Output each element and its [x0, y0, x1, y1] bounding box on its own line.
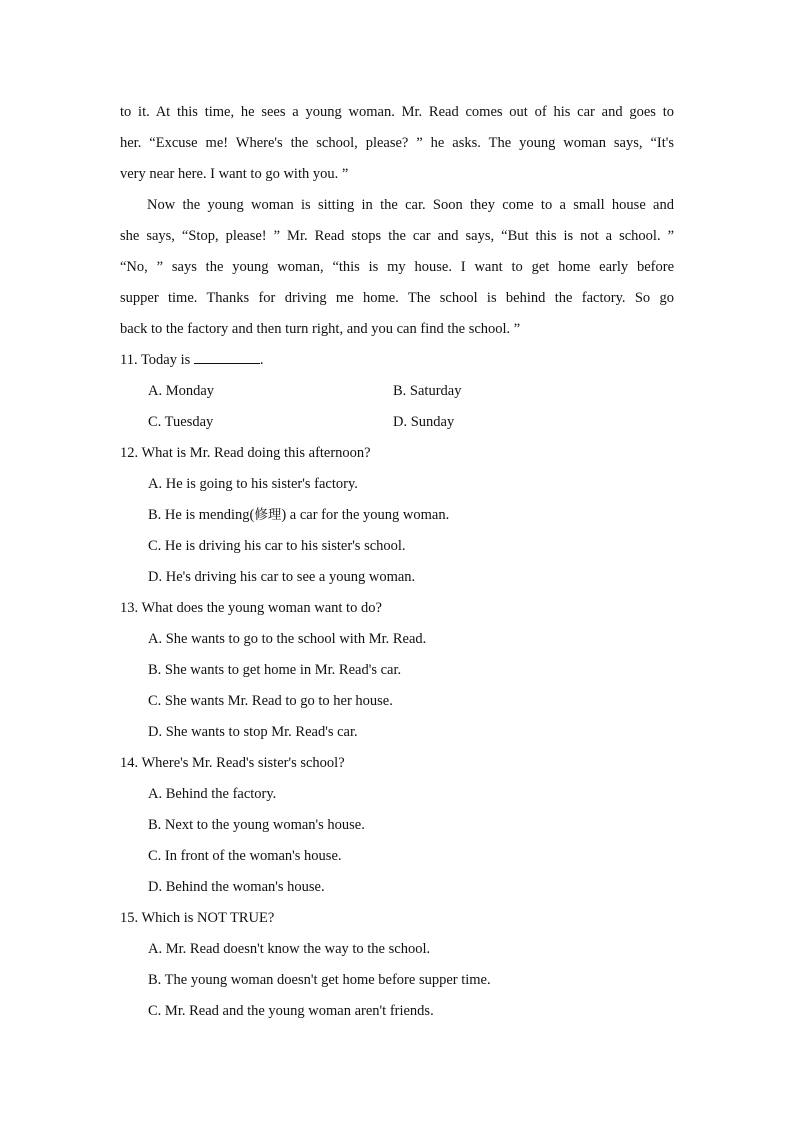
option-b-text-end: ) a car for the young woman. — [281, 507, 450, 523]
passage-line: she says, “Stop, please! ” Mr. Read stops the car and says, “But this is not a school. ” — [120, 228, 674, 244]
option-b: B. Saturday — [393, 383, 462, 399]
document-content — [120, 97, 674, 1027]
option-a: A. Behind the factory. — [148, 786, 277, 802]
option-b — [120, 500, 674, 531]
option-b: B. The young woman doesn't get home before supper time. — [148, 972, 491, 988]
question-stem: 13. What does the young woman want to do? — [120, 600, 382, 616]
option-c: C. In front of the woman's house. — [148, 848, 342, 864]
reading-passage — [120, 97, 674, 345]
option-row — [120, 407, 674, 438]
passage-line: to it. At this time, he sees a young woman. Mr. Read comes out of his car and goes to — [120, 104, 674, 120]
option-c: C. He is driving his car to his sister's school. — [148, 538, 406, 554]
answer-blank — [194, 349, 260, 364]
option-d: D. Sunday — [393, 414, 455, 430]
question-12 — [120, 438, 674, 593]
option-a: A. Mr. Read doesn't know the way to the school. — [148, 941, 431, 957]
option-b: B. Next to the young woman's house. — [148, 817, 365, 833]
option-a: A. She wants to go to the school with Mr. Read. — [148, 631, 427, 647]
option-d: D. Behind the woman's house. — [148, 879, 325, 895]
option-d: D. He's driving his car to see a young woman. — [148, 569, 416, 585]
passage-line: her. “Excuse me! Where's the school, please? ” he asks. The young woman says, “It's — [120, 135, 674, 151]
question-stem: 12. What is Mr. Read doing this afternoon? — [120, 445, 371, 461]
option-row — [120, 376, 674, 407]
option-c: C. Mr. Read and the young woman aren't friends. — [148, 1003, 434, 1019]
option-a: A. He is going to his sister's factory. — [148, 476, 358, 492]
question-13 — [120, 593, 674, 748]
question-stem-text: 11. Today is — [120, 352, 191, 368]
chinese-gloss: 修理 — [254, 507, 282, 523]
question-stem — [120, 345, 674, 376]
passage-line: very near here. I want to go with you. ” — [120, 166, 349, 182]
question-15 — [120, 903, 674, 1027]
passage-line: supper time. Thanks for driving me home. The school is behind the factory. So go — [120, 290, 674, 306]
question-14 — [120, 748, 674, 903]
option-b-text: B. He is mending( — [148, 507, 255, 523]
question-stem-end: . — [259, 352, 264, 368]
question-stem: 14. Where's Mr. Read's sister's school? — [120, 755, 345, 771]
question-11 — [120, 345, 674, 438]
option-c: C. Tuesday — [148, 414, 214, 430]
passage-line: back to the factory and then turn right, and you can find the school. ” — [120, 321, 521, 337]
option-a: A. Monday — [148, 383, 215, 399]
option-c: C. She wants Mr. Read to go to her house. — [148, 693, 393, 709]
passage-line: Now the young woman is sitting in the car. Soon they come to a small house and — [147, 197, 674, 213]
option-b: B. She wants to get home in Mr. Read's car. — [148, 662, 402, 678]
question-stem: 15. Which is NOT TRUE? — [120, 910, 275, 926]
option-d: D. She wants to stop Mr. Read's car. — [148, 724, 358, 740]
passage-line: “No, ” says the young woman, “this is my house. I want to get home early before — [120, 259, 674, 275]
